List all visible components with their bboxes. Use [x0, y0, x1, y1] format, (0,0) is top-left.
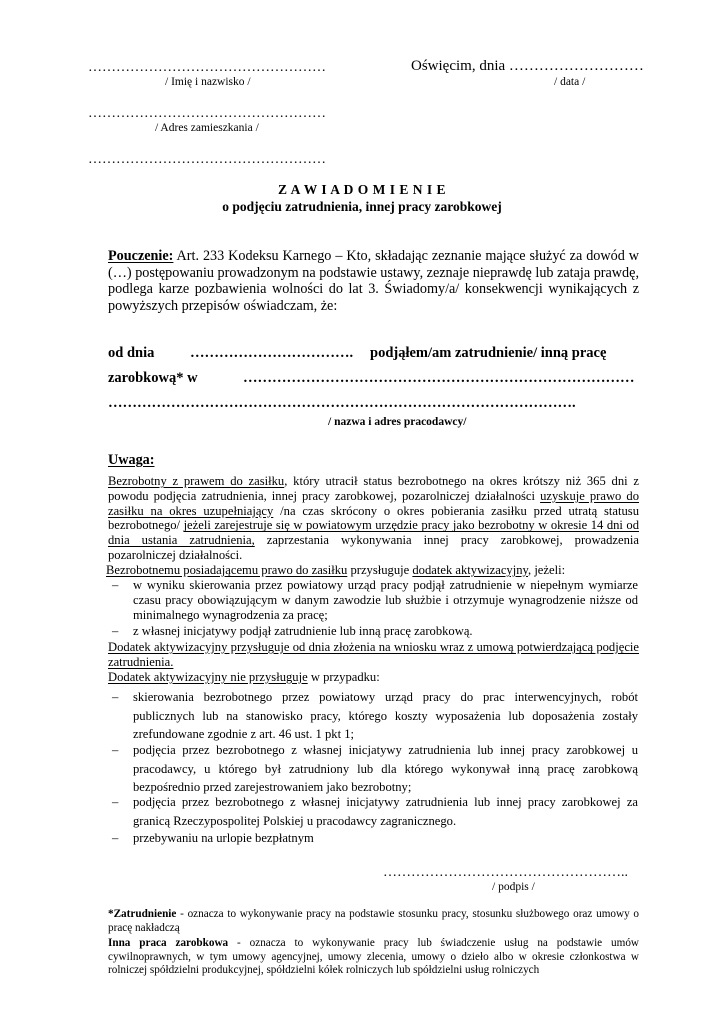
list-item-text: z własnej inicjatywy podjął zatrudnienie lub inną pracę zarobkową. — [133, 624, 473, 638]
p1-text-d: /na czas skrócony o okres pobierania zasiłku przed utratą statusu bezrobotnego/ — [108, 503, 639, 533]
notice-label: Pouczenie: — [108, 248, 174, 264]
list-item — [108, 624, 638, 640]
city-date: Oświęcim, dnia ……………………… — [411, 58, 644, 74]
signature-caption: / podpis / — [492, 881, 535, 893]
address-line-2: …………………………………………… — [88, 152, 326, 167]
list-item — [108, 688, 638, 743]
list-item — [108, 793, 638, 830]
footnote-text-2: - oznacza to wykonywanie pracy lub świadczenie usług na podstawie umów cywilnoprawnych, w tym umowy agencyjnej, umowy zlecenia, umowy o dzieło albo w okresie członkostwa w rolniczej spółdzielni produkcyjnej, spółdzielni kółek rolniczych lub spółdzielni usług rolniczych — [108, 937, 639, 977]
uwaga-paragraph-1 — [108, 474, 639, 563]
list-item — [108, 741, 638, 796]
p1-underlined-a: Bezrobotny z prawem do zasiłku — [108, 474, 285, 488]
p1-underlined-c: uzyskuje prawo do zasiłku na okres uzupełniający — [108, 488, 639, 518]
start-date-field[interactable]: ……………………………. — [190, 345, 354, 361]
uwaga-paragraph-4 — [108, 670, 380, 685]
uwaga-heading — [108, 452, 155, 469]
bullet-dash: – — [112, 795, 119, 809]
uwaga-heading-text: Uwaga: — [108, 452, 155, 468]
footnote-zatrudnienie — [108, 908, 639, 935]
employer-field-continued[interactable]: ……………………………………………………………………………………. — [108, 395, 576, 411]
list-item-text: przebywaniu na urlopie bezpłatnym — [133, 831, 314, 845]
p1-text-f: zaprzestania wykonywania innej pracy zarobkowej, prowadzenia pozarolniczej działalności. — [108, 533, 639, 562]
list-item-text: skierowania bezrobotnego przez powiatowy urząd pracy do prac interwencyjnych, robót publicznych lub na stanowisko pracy, którego koszty wyposażenia lub doposażenia zostały zrefundowane zgodnie z art. 46 ust. 1 pkt 1; — [133, 690, 638, 741]
p2-underlined-a: Bezrobotnemu posiadającemu prawo do zasiłku — [106, 563, 348, 577]
uwaga-paragraph-3 — [108, 640, 639, 670]
list-item-text: podjęcia przez bezrobotnego z własnej inicjatywy zatrudnienia lub innej pracy zarobkowej za granicą Rzeczypospolitej Polskiej u pracodawcy zagranicznego. — [133, 795, 638, 828]
podjalem-label: podjąłem/am zatrudnienie/ inną pracę — [370, 345, 607, 361]
list-item — [108, 578, 638, 624]
bullet-dash: – — [112, 578, 119, 592]
p4-text-b: w przypadku: — [307, 670, 380, 684]
notice-text: Art. 233 Kodeksu Karnego – Kto, składając zeznanie mające służyć za dowód w (…) postępowaniu prowadzonym na podstawie ustawy, zeznaje nieprawdę lub zataja prawdę, podlega karze pozbawienia wolności do lat 3. Świadomy/a/ konsekwencji wynikających z powyższych przepisów oświadczam, że: — [108, 248, 639, 314]
list-item-text: podjęcia przez bezrobotnego z własnej inicjatywy zatrudnienia lub innej pracy zarobkowej u pracodawcy, u którego był zatrudniony lub dla którego wykonywał inną pracę zarobkową bezpośrednio przed zarejestrowaniem jako bezrobotny; — [133, 743, 638, 794]
bullet-dash: – — [112, 624, 119, 638]
p2-text-d: , jeżeli: — [528, 563, 566, 577]
p1-underlined-e: jeżeli zarejestruje się w powiatowym urzędzie pracy jako bezrobotny w okresie 14 dni od dnia ustania zatrudnienia, — [108, 518, 640, 548]
uwaga-paragraph-2 — [106, 563, 565, 578]
p1-text-b: , który utracił status bezrobotnego na okres krótszy niż 365 dni z powodu podjęcia zatrudnienia, innej pracy zarobkowej, pozarolniczej działalności — [108, 474, 639, 503]
footnote-text-1: - oznacza to wykonywanie pracy na podstawie stosunku pracy, stosunku służbowego oraz umowy o pracę nakładczą — [108, 908, 639, 934]
bullet-dash: – — [112, 690, 119, 704]
signature-field[interactable]: …………………………………………….. — [383, 865, 628, 880]
legal-notice — [108, 248, 639, 314]
bullet-dash: – — [112, 743, 119, 757]
name-caption: / Imię i nazwisko / — [165, 76, 251, 88]
document-subtitle: o podjęciu zatrudnienia, innej pracy zarobkowej — [222, 199, 502, 214]
footnote-term-2: Inna praca zarobkowa — [108, 937, 229, 949]
od-dnia-label: od dnia — [108, 345, 155, 361]
p2-text-b: przysługuje — [347, 563, 413, 577]
address-caption: / Adres zamieszkania / — [155, 122, 259, 134]
bullet-dash: – — [112, 831, 119, 845]
p2-underlined-c: dodatek aktywizacyjny — [412, 563, 529, 577]
name-line: …………………………………………… — [88, 60, 326, 75]
date-caption: / data / — [554, 76, 586, 88]
list-item — [108, 829, 638, 847]
employer-field[interactable]: ……………………………………………………………………… — [243, 370, 635, 386]
address-line-1: …………………………………………… — [88, 106, 326, 121]
p3-underlined: Dodatek aktywizacyjny przysługuje od dnia złożenia na wniosku wraz z umową potwierdzającą podjęcie zatrudnienia. — [108, 640, 639, 669]
footnote-inna-praca — [108, 937, 639, 978]
list-item-text: w wyniku skierowania przez powiatowy urząd pracy podjął zatrudnienie w niepełnym wymiarze czasu pracy obowiązującym w danym zawodzie lub służbie i otrzymuje wynagrodzenie niższe od minimalnego wynagrodzenia za pracę; — [133, 578, 638, 622]
p4-underlined-a: Dodatek aktywizacyjny nie przysługuje — [108, 670, 308, 684]
employer-caption: / nazwa i adres pracodawcy/ — [328, 416, 467, 428]
document-title: Z A W I A D O M I E N I E — [277, 182, 447, 197]
zarobkowa-label: zarobkową* w — [108, 370, 198, 386]
footnote-term-1: *Zatrudnienie — [108, 908, 177, 920]
